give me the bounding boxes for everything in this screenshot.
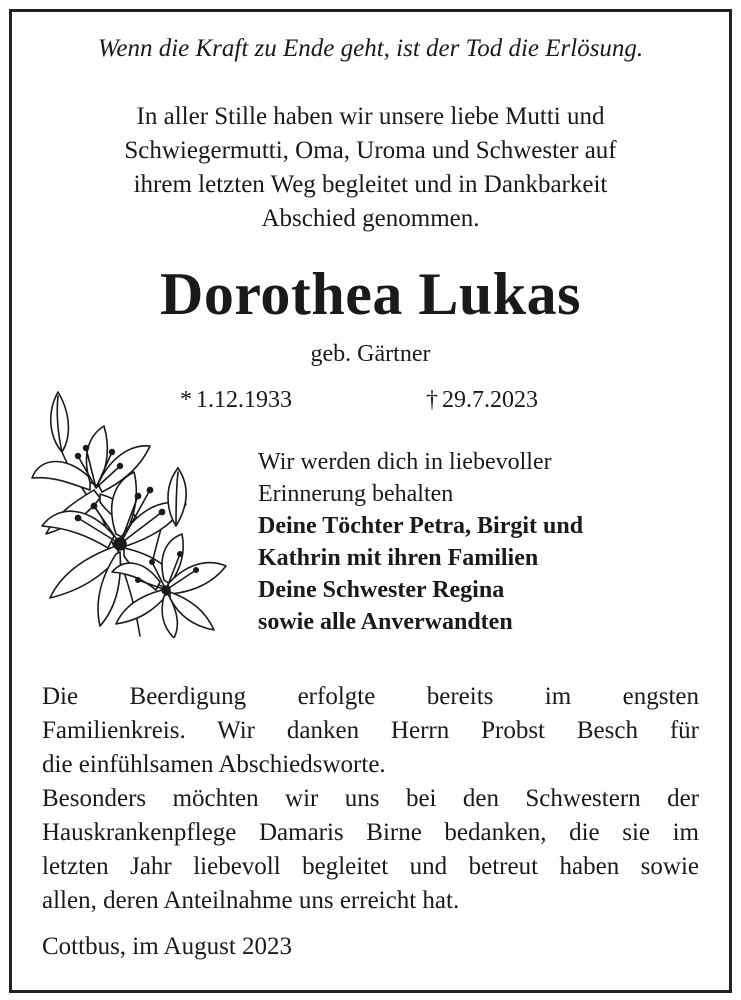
notice-line: Die Beerdigung erfolgte bereits im engsten	[42, 683, 699, 710]
notice-line: Familienkreis. Wir danken Herrn Probst Besch für	[42, 717, 699, 744]
motto: Wenn die Kraft zu Ende geht, ist der Tod die Erlösung.	[97, 35, 644, 62]
intro-line: In aller Stille haben wir unsere liebe Mutti und	[136, 103, 605, 130]
death-cross-icon: †	[426, 387, 438, 413]
mourner-line: sowie alle Anverwandten	[258, 609, 513, 635]
birth-date-value: 1.12.1933	[196, 387, 292, 413]
notice-line: Hauskrankenpflege Damaris Birne bedanken, die sie im	[42, 819, 699, 846]
notice-line: Besonders möchten wir uns bei den Schwestern der	[42, 785, 699, 812]
intro-line: Schwiegermutti, Oma, Uroma und Schwester auf	[124, 137, 617, 164]
maiden-name: geb. Gärtner	[310, 341, 431, 367]
mourner-line: Deine Schwester Regina	[258, 577, 505, 603]
mourner-line: Kathrin mit ihren Familien	[258, 545, 539, 571]
birth-star-icon: *	[180, 387, 192, 413]
intro-line: ihrem letzten Weg begleitet und in Dankbarkeit	[133, 171, 608, 198]
place-and-date: Cottbus, im August 2023	[42, 933, 293, 960]
notice-line: letzten Jahr liebevoll begleitet und betreut haben sowie	[42, 853, 699, 880]
funeral-notice	[42, 680, 699, 918]
mourner-line: Deine Töchter Petra, Birgit und	[258, 513, 584, 539]
notice-line: allen, deren Anteilnahme uns erreicht hat.	[42, 887, 460, 914]
lily-flower-icon	[28, 386, 228, 638]
intro-text	[60, 100, 681, 236]
death-date-value: 29.7.2023	[442, 387, 538, 413]
deceased-name: Dorothea Lukas	[160, 261, 581, 327]
intro-line: Abschied genommen.	[261, 205, 480, 232]
notice-line: die einfühlsamen Abschiedsworte.	[42, 751, 386, 778]
quote-line: Erinnerung behalten	[258, 481, 454, 507]
quote-line: Wir werden dich in liebevoller	[258, 449, 552, 475]
death-date	[426, 384, 538, 416]
remembrance-quote	[258, 446, 552, 510]
mourners-list	[258, 510, 583, 638]
